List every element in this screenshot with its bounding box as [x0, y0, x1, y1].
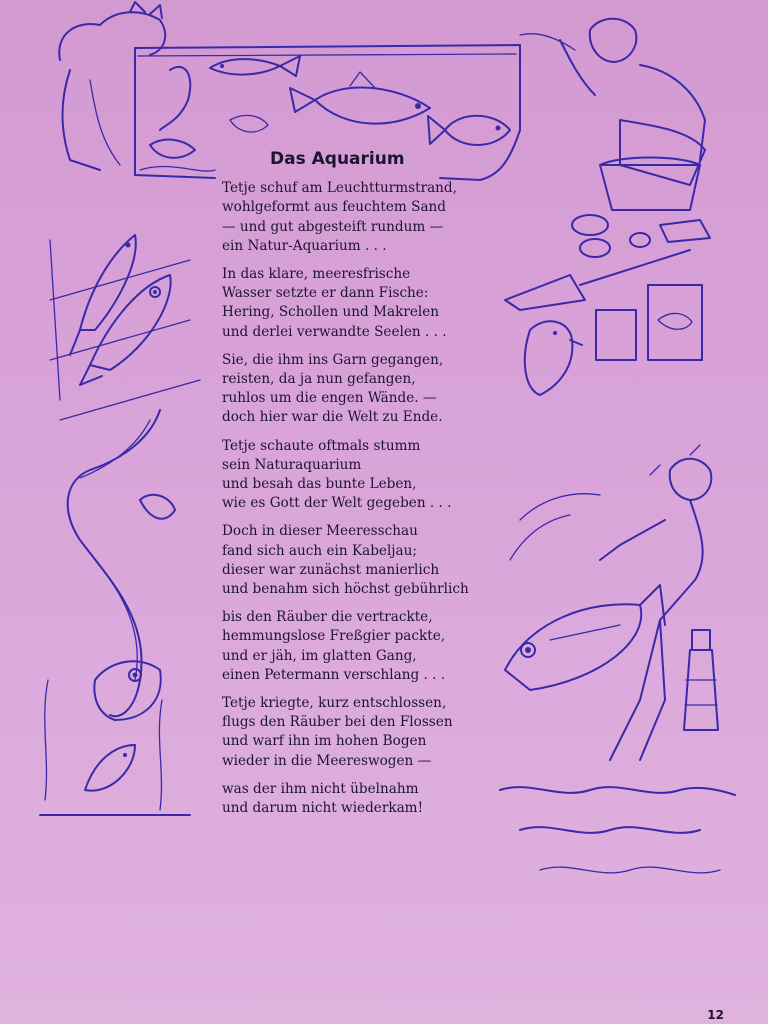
- poem-line: was der ihm nicht übelnahm: [222, 780, 419, 797]
- poem-line: Tetje schaute oftmals stumm: [222, 437, 421, 454]
- poem-line: wie es Gott der Welt gegeben . . .: [222, 495, 452, 512]
- poem-line: doch hier war die Welt zu Ende.: [222, 409, 443, 426]
- poem-line: Sie, die ihm ins Garn gegangen,: [222, 351, 444, 368]
- fish-top-2: [290, 72, 430, 124]
- stanza: [222, 437, 512, 514]
- poem-line: ein Natur-Aquarium . . .: [222, 237, 387, 254]
- stanza: [222, 265, 512, 342]
- seaweed-left: [40, 680, 190, 815]
- poem-line: und derlei verwandte Seelen . . .: [222, 323, 447, 340]
- poem-line: einen Petermann verschlang . . .: [222, 666, 446, 683]
- lighthouse-illustration: [684, 630, 718, 730]
- poem-line: und warf ihn im hohen Bogen: [222, 733, 427, 750]
- bird-illustration: [525, 321, 582, 395]
- poem-line: reisten, da ja nun gefangen,: [222, 371, 416, 388]
- poem-line: dieser war zunächst manierlich: [222, 561, 440, 578]
- fish-top-1: [210, 56, 300, 76]
- poem-line: und besah das bunte Leben,: [222, 476, 417, 493]
- jar-illustration: [596, 285, 702, 360]
- poem: [222, 150, 512, 827]
- poem-line: ruhlos um die engen Wände. —: [222, 390, 437, 407]
- poem-line: fand sich auch ein Kabeljau;: [222, 542, 417, 559]
- poem-line: flugs den Räuber bei den Flossen: [222, 714, 453, 731]
- poem-line: Tetje kriegte, kurz entschlossen,: [222, 695, 447, 712]
- poem-line: und benahm sich höchst gebührlich: [222, 581, 469, 598]
- poem-line: bis den Räuber die vertrackte,: [222, 609, 433, 626]
- poem-line: hemmungslose Freßgier packte,: [222, 628, 446, 645]
- stanza: [222, 694, 512, 771]
- fish-left-1: [70, 235, 136, 355]
- stanza: [222, 608, 512, 685]
- poem-line: wieder in die Meereswogen —: [222, 752, 432, 769]
- poem-line: sein Naturaquarium: [222, 456, 362, 473]
- fish-top-3: [428, 116, 510, 145]
- shovel-illustration: [505, 250, 690, 310]
- poem-line: — und gut abgesteift rundum —: [222, 218, 444, 235]
- poem-line: Tetje schuf am Leuchtturmstrand,: [222, 180, 457, 197]
- page-number: 12: [707, 1008, 724, 1022]
- page-title: Das Aquarium: [270, 149, 405, 169]
- stanza: [222, 780, 512, 818]
- fish-top-left: [150, 67, 268, 158]
- poem-line: und er jäh, im glatten Gang,: [222, 647, 417, 664]
- big-fish-illustration: [505, 585, 665, 690]
- man-swinging-fish-illustration: [600, 445, 711, 760]
- stanza: [222, 522, 512, 599]
- fish-left-lines: [50, 240, 200, 420]
- poem-line: wohlgeformt aus feuchtem Sand: [222, 199, 447, 216]
- poem-line: Wasser setzte er dann Fische:: [222, 285, 429, 302]
- waves-illustration: [500, 494, 735, 873]
- poem-line: Doch in dieser Meeresschau: [222, 523, 418, 540]
- poem-line: In das klare, meeresfrische: [222, 266, 411, 283]
- poem-line: und darum nicht wiederkam!: [222, 800, 424, 817]
- poem-line: Hering, Schollen und Makrelen: [222, 304, 440, 321]
- small-fish-eaten: [85, 745, 135, 791]
- stanza: [222, 179, 512, 256]
- stanza: [222, 351, 512, 428]
